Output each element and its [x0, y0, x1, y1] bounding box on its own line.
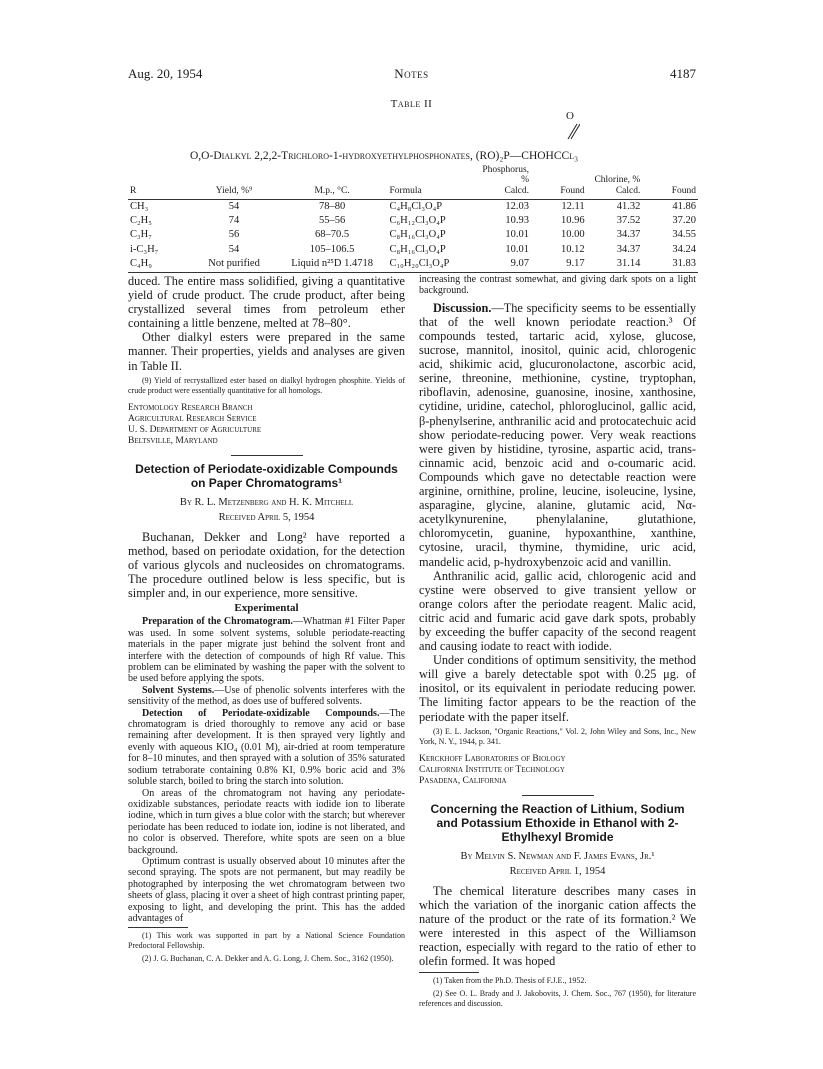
table-cell: 10.12 [560, 243, 585, 255]
table-cell: 12.11 [561, 201, 585, 213]
table-cell: 34.37 [616, 243, 641, 255]
table-cell: 34.55 [672, 229, 696, 241]
experimental-body [128, 616, 405, 924]
footnote: (3) E. L. Jackson, "Organic Reactions," Vol. 2, John Wiley and Sons, Inc., New York, N. Y., 1944, p. 341. [419, 726, 696, 746]
table-cell: 34.24 [672, 243, 696, 255]
table-cell: C₆H₁₂Cl₃O₄P [389, 215, 446, 227]
table-cell: C₄H₈Cl₃O₄P [389, 201, 443, 213]
address-line: U. S. Department of Agriculture [128, 424, 262, 435]
paragraph [128, 685, 405, 708]
formula-oxygen: O [566, 110, 574, 122]
table-cell: 54 [228, 201, 240, 213]
table-row [128, 214, 698, 228]
table-cell: 34.37 [616, 229, 641, 241]
footnote-rule [128, 927, 188, 928]
paragraph-text: —Whatman #1 Filter Paper was used. In some solvent systems, soluble periodate-reacting materials in the paper migrate just behind the solvent front and interfere with the detection of compounds of high Rf value. This problem can be eliminated by washing the paper with the solvent to be used before applying the spots. [128, 616, 406, 685]
footnote: (1) This work was supported in part by a National Science Foundation Predoctoral Fellowship. [128, 931, 405, 951]
table-cell: 37.52 [616, 215, 641, 227]
col-header-p-found: Found [531, 165, 587, 200]
sub-header-calcd: Calcd. [504, 185, 530, 196]
running-header-page: 4187 [670, 66, 696, 81]
paragraph-text: —The chromatogram is dried thoroughly to remove any acid or base remaining after development. It is then sprayed very lightly and evenly with aqueous KIO₄ (0.01 M), air-dried at room temperature for 8–10 minutes, and then sprayed with a solution of 35% saturated sodium tetraborate containing 0.8% KI, 0.9% boric acid and 3% soluble starch, boiled to bring the starch into solution. [128, 707, 405, 788]
table-cell: C₁₀H₂₀Cl₃O₄P [388, 257, 476, 273]
table-cell: 9.17 [531, 257, 587, 273]
table-cell: C₂H₅ [130, 215, 152, 227]
table-cell: 10.93 [505, 215, 530, 227]
table-cell: C₄H₉ [128, 257, 191, 273]
table-cell: 56 [228, 229, 240, 241]
col-header-cl-found: Found [642, 165, 698, 200]
footnote-rule [419, 972, 479, 973]
table-cell: C₈H₁₆Cl₃O₄P [389, 229, 446, 241]
table-cell: 55–56 [318, 215, 346, 227]
article-byline: By R. L. Metzenberg and H. K. Mitchell [179, 496, 354, 508]
received-date: Received April 5, 1954 [218, 511, 315, 523]
affiliation-address [128, 403, 405, 447]
table-cell: C₃H₇ [130, 229, 152, 241]
paragraph: increasing the contrast somewhat, and giving dark spots on a light background. [419, 274, 696, 297]
col-header-p-calcd [475, 165, 531, 200]
paragraph: duced. The entire mass solidified, giving a quantitative yield of crude product. The crude product, after being crystallized several times from petroleum ether containing a little benzene, melted at 78–80°. [128, 274, 405, 331]
group-header-chlorine: Chlorine, % [594, 175, 641, 186]
address-line: Kerckhoff Laboratories of Biology [419, 753, 566, 764]
table-cell: 31.14 [587, 257, 643, 273]
table-cell: Not purified [191, 257, 276, 273]
table-cell: 41.32 [616, 201, 641, 213]
address-line: California Institute of Technology [419, 764, 565, 775]
footnote: (1) Taken from the Ph.D. Thesis of F.J.E., 1952. [433, 976, 587, 986]
col-header-formula: Formula [388, 165, 476, 200]
table-cell: 10.96 [560, 215, 585, 227]
table-cell: C₈H₁₆Cl₃O₄P [389, 243, 446, 255]
paragraph: On areas of the chromatogram not having any periodate-oxidizable substances, periodate reacts with iodide ion to liberate iodine, which in turn gives a blue color with the starch; but wherever periodate has been reduced to iodate ion, iodine is not liberated, and no color is observed. Therefore, white spots are seen on a blue background. [128, 787, 405, 856]
col-header-yield: Yield, %⁹ [191, 165, 276, 200]
running-header-section: Notes [394, 66, 429, 81]
table-row [128, 257, 698, 273]
paragraph: The chemical literature describes many cases in which the variation of the inorganic cation affects the nature of the product or the rate of its formation.² We were interested in this aspect of the Williamson reaction, especially with regard to the ratio of ether to olefin formed. It was hoped [419, 883, 696, 969]
table-row [128, 200, 698, 215]
running-header-date: Aug. 20, 1954 [128, 66, 203, 81]
run-in-heading: Detection of Periodate-oxidizable Compounds. [142, 707, 380, 719]
paragraph: Anthranilic acid, gallic acid, chlorogenic acid and cystine were observed to give transient yellow or orange colors after the periodate reagent. Malic acid, citric acid and fumaric acid gave dark spots, probably by exceeding the buffer capacity of the second reagent and causing iodate to react with iodide. [419, 568, 696, 654]
affiliation-address [419, 754, 696, 787]
paragraph [128, 708, 405, 788]
table-cell: 68–70.5 [315, 229, 350, 241]
paragraph: Other dialkyl esters were prepared in the same manner. Their properties, yields and analyses are given in Table II. [128, 330, 405, 373]
table-cell: CH₃ [130, 201, 149, 213]
run-in-heading: Solvent Systems. [142, 684, 215, 696]
double-bond-mark [566, 122, 580, 140]
table-cell: 9.07 [475, 257, 531, 273]
footnote: (2) See O. L. Brady and J. Jakobovits, J. Chem. Soc., 767 (1950), for literature references and discussion. [419, 989, 696, 1009]
paragraph: Under conditions of optimum sensitivity, the method will give a barely detectable spot with 0.25 μg. of inositol, or its equivalent in periodate reducing power. The limiting factor appears to be the reaction of the periodate with the paper itself. [419, 653, 696, 724]
group-header-phosphorus: Phosphorus, % [482, 165, 530, 186]
col-header-cl-calcd [587, 165, 643, 200]
left-column [128, 274, 405, 964]
article-title: Concerning the Reaction of Lithium, Sodium and Potassium Ethoxide in Ethanol with 2-Ethylhexyl Bromide [430, 801, 685, 844]
run-in-heading: Preparation of the Chromatogram. [142, 616, 293, 628]
address-line: Entomology Research Branch [128, 402, 253, 413]
paragraph [128, 616, 405, 684]
address-line: Agricultural Research Service [128, 413, 257, 424]
data-table [128, 165, 698, 273]
table-cell: 105–106.5 [309, 243, 355, 255]
table-cell: 31.83 [642, 257, 698, 273]
table-cell: 41.86 [672, 201, 696, 213]
table-cell: 37.20 [672, 215, 696, 227]
table-cell: 10.01 [505, 229, 530, 241]
paragraph-text: —Use of phenolic solvents interferes with the sensitivity of the method, as does use of buffered solvents. [128, 684, 405, 708]
table-cell: Liquid n²⁵D 1.4718 [277, 257, 388, 273]
address-line: Pasadena, California [419, 775, 507, 786]
table-cell: 74 [228, 215, 240, 227]
received-date: Received April 1, 1954 [509, 865, 606, 877]
table-cell: 10.00 [560, 229, 585, 241]
paragraph [419, 301, 696, 569]
table-caption [190, 150, 578, 162]
table-cell: i-C₃H₇ [130, 243, 159, 255]
article-title: Detection of Periodate-oxidizable Compounds on Paper Chromatograms¹ [135, 461, 398, 490]
table-title: Table II [390, 98, 433, 110]
table-row [128, 228, 698, 242]
section-divider [522, 795, 594, 796]
table-row [128, 243, 698, 257]
article-byline: By Melvin S. Newman and F. James Evans, Jr.¹ [460, 850, 655, 862]
run-in-heading: Discussion. [433, 300, 492, 315]
table-cell: 78–80 [318, 201, 346, 213]
paragraph: Buchanan, Dekker and Long² have reported a method, based on periodate oxidation, for the detection of various glycols and nucleosides on chromatograms. The procedure outlined below is less specific, but is simpler and, in our experience, more sensitive. [128, 529, 405, 601]
table-cell: 54 [228, 243, 240, 255]
table-caption-text: O,O-Dialkyl 2,2,2-Trichloro-1-hydroxyethylphosphonates, (RO)₂P—CHOHCCl₃ [190, 150, 579, 162]
right-column [419, 274, 696, 1009]
footnote: (9) Yield of recrystallized ester based on dialkyl hydrogen phosphite. Yields of crude product were essentially quantitative for all homologs. [128, 375, 405, 395]
sub-header-calcd: Calcd. [615, 185, 641, 196]
table-header-row [128, 165, 698, 200]
paragraph: Optimum contrast is usually observed about 10 minutes after the second spraying. The spots are not permanent, but may readily be photographed by interposing the wet chromatogram between two sheets of glass, placing it over a sheet of high contrast printing paper, exposing to light, and developing the print. This has the added advantages of [128, 855, 405, 924]
paragraph-text: —The specificity seems to be essentially that of the well known periodate reaction.³ Of compounds tested, tartaric acid, xylose, glucose, sucrose, mannitol, inositol, quinic acid, chlorogenic acid, shikimic acid, glucuronolactone, ascorbic acid, serine, threonine, methionine, cystine, tryptophan, riboflavin, adenosine, guanosine, inosine, xanthosine, cytidine, uridine, catechol, phloroglucinol, gallic acid, β-phenylserine, anthranilic acid and protocatechuic acid show periodate-reducing power. Very weak reactions were given by histidine, tyrosine, aspartic acid, trans-cinnamic acid, benzoic acid and o-coumaric acid. Compounds which gave no detectable reaction were arginine, ornithine, proline, leucine, isoleucine, lysine, asparagine, glycine, alanine, glutamic acid, Nα-acetylkynurenine, phenylalanine, glutathione, chloromycetin, guanine, hypoxanthine, xanthine, cytosine, uracil, thymine, thymidine, uric acid, mandelic acid, p-hydroxybenzoic acid and vanillin. [419, 300, 696, 569]
table-cell: 12.03 [505, 201, 530, 213]
section-divider [231, 455, 303, 456]
address-line: Beltsville, Maryland [128, 435, 218, 446]
table-cell: 10.01 [505, 243, 530, 255]
footnote: (2) J. G. Buchanan, C. A. Dekker and A. G. Long, J. Chem. Soc., 3162 (1950). [142, 954, 394, 964]
col-header-r: R [128, 165, 191, 200]
col-header-mp: M.p., °C. [277, 165, 388, 200]
section-heading: Experimental [234, 602, 299, 615]
